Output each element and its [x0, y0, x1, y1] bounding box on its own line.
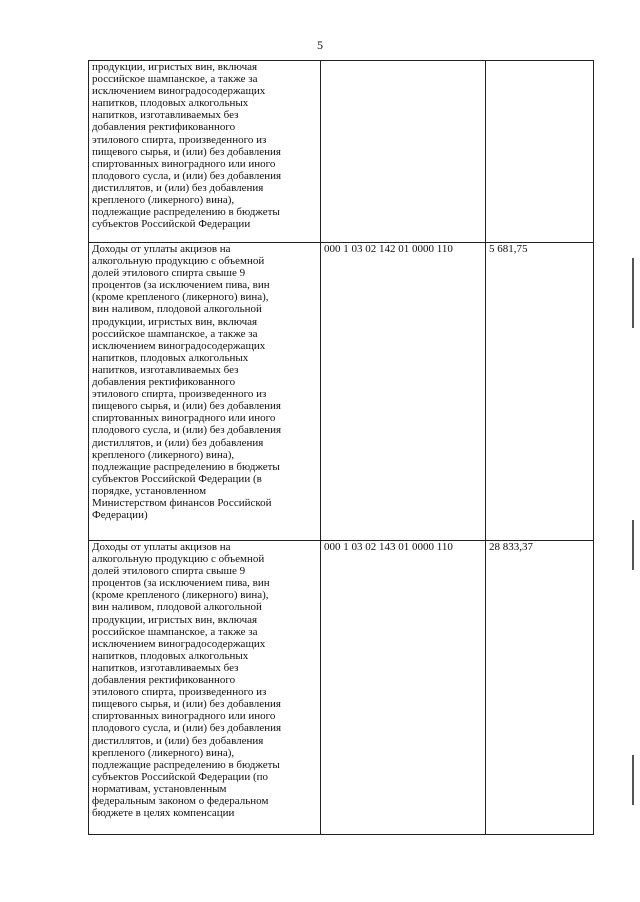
table-row	[89, 243, 594, 541]
table-row	[89, 541, 594, 835]
row-description: Доходы от уплаты акцизов на алкогольную продукцию с объемной долей этилового спирта свыше 9 процентов (за исключением пива, вин (кроме крепленого (ликерного) вина), вин наливом, плодовой алкогольной продукции, игристых вин, включая российское шампанское, а также за исключением виноградосодержащих напитков, плодовых алкогольных напитков, изготавливаемых без добавления ректификованного этилового спирта, произведенного из пищевого сырья, и (или) без добавления спиртованных виноградного или иного плодового сусла, и (или) без добавления дистиллятов, и (или) без добавления крепленого (ликерного) вина), подлежащие распределению в бюджеты субъектов Российской Федерации (по нормативам, установленным федеральным законом о федеральном бюджете в целях компенсации	[89, 541, 321, 835]
scan-edge-mark	[632, 258, 634, 328]
row-amount	[486, 61, 594, 243]
page-number: 5	[317, 38, 323, 52]
scan-edge-mark	[632, 520, 634, 570]
row-amount: 28 833,37	[486, 541, 594, 835]
revenue-table	[88, 60, 594, 835]
table-row	[89, 61, 594, 243]
row-budget-code: 000 1 03 02 142 01 0000 110	[321, 243, 486, 541]
row-amount: 5 681,75	[486, 243, 594, 541]
scan-edge-mark	[632, 755, 634, 805]
row-description: продукции, игристых вин, включая российское шампанское, а также за исключением виноградосодержащих напитков, плодовых алкогольных напитков, изготавливаемых без добавления ректификованного этилового спирта, произведенного из пищевого сырья, и (или) без добавления спиртованных виноградного или иного плодового сусла, и (или) без добавления дистиллятов, и (или) без добавления крепленого (ликерного) вина), подлежащие распределению в бюджеты субъектов Российской Федерации	[89, 61, 321, 243]
row-description: Доходы от уплаты акцизов на алкогольную продукцию с объемной долей этилового спирта свыше 9 процентов (за исключением пива, вин (кроме крепленого (ликерного) вина), вин наливом, плодовой алкогольной продукции, игристых вин, включая российское шампанское, а также за исключением виноградосодержащих напитков, плодовых алкогольных напитков, изготавливаемых без добавления ректификованного этилового спирта, произведенного из пищевого сырья, и (или) без добавления спиртованных виноградного или иного плодового сусла, и (или) без добавления дистиллятов, и (или) без добавления крепленого (ликерного) вина), подлежащие распределению в бюджеты субъектов Российской Федерации (в порядке, установленном Министерством финансов Российской Федерации)	[89, 243, 321, 541]
row-budget-code: 000 1 03 02 143 01 0000 110	[321, 541, 486, 835]
row-budget-code	[321, 61, 486, 243]
